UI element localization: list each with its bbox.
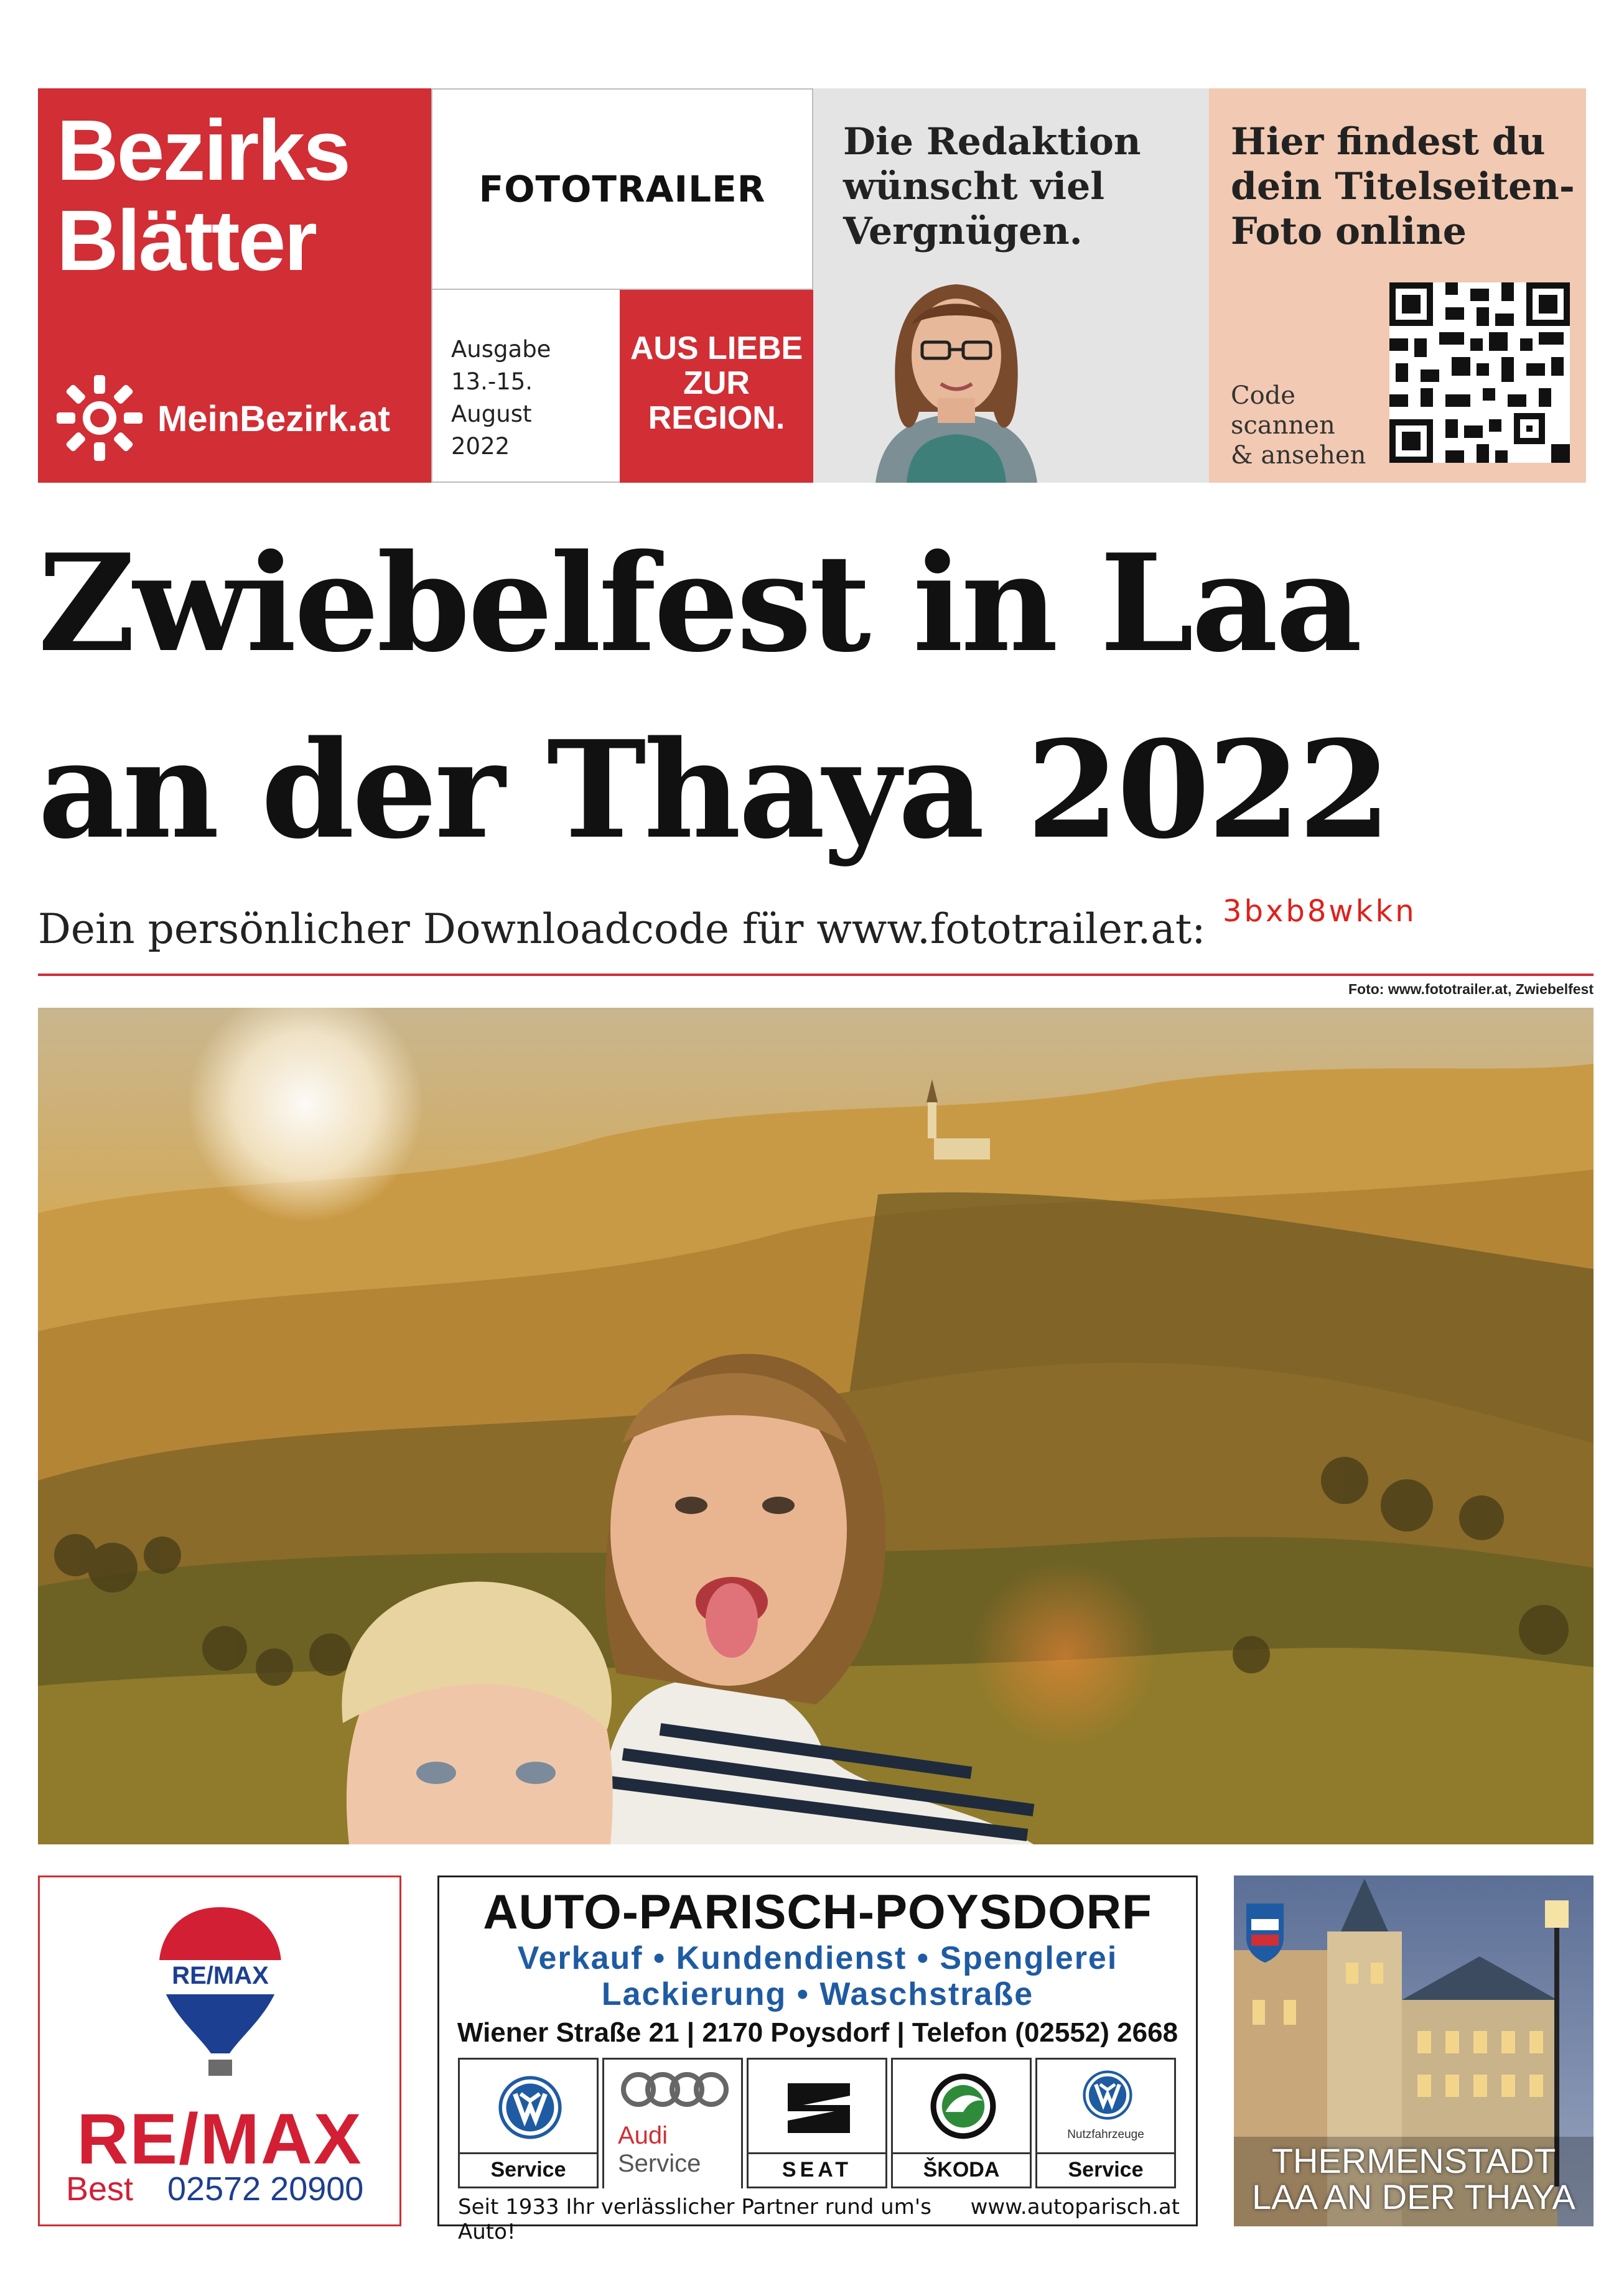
auto-footer — [458, 2195, 1180, 2244]
audi-rings-icon — [615, 2071, 734, 2108]
remax-balloon-text: RE/MAX — [172, 1962, 269, 1989]
brand-vw — [458, 2058, 599, 2188]
qr-line3: Foto online — [1231, 210, 1467, 253]
qr-heading — [1231, 119, 1579, 254]
editor-line1: Die Redaktion — [843, 120, 1141, 164]
brand-audi-logo: Audi — [618, 2122, 668, 2149]
cover-photo — [38, 1008, 1594, 1844]
brand-name-line1: Bezirks — [57, 103, 349, 198]
qr-scan-line3: & ansehen — [1231, 441, 1366, 470]
auto-footer-website[interactable]: www.autoparisch.at — [970, 2195, 1180, 2219]
auto-footer-tagline: Seit 1933 Ihr verlässlicher Partner rund um's Auto! — [458, 2195, 931, 2244]
editor-greeting — [843, 119, 1192, 254]
meinbezirk-logo-icon — [53, 371, 146, 465]
remax-phone[interactable]: 02572 20900 — [167, 2170, 364, 2208]
divider — [38, 974, 1594, 976]
auto-title: AUTO-PARISCH-POYSDORF — [483, 1884, 1152, 1939]
brand-vw-commercial — [1035, 2058, 1176, 2188]
qr-line2: dein Titelseiten- — [1231, 165, 1575, 208]
auto-services-line2: Lackierung • Waschstraße — [601, 1976, 1034, 2012]
brand-vw-caption: Service — [460, 2152, 597, 2187]
remax-ad[interactable] — [38, 1875, 401, 2226]
headline-line2: an der Thaya 2022 — [38, 711, 1389, 868]
qr-panel — [1209, 88, 1586, 483]
issue-year: 2022 — [451, 433, 510, 460]
brand-website: MeinBezirk.at — [157, 399, 390, 439]
remax-name: RE/MAX — [77, 2099, 363, 2179]
bezirksblaetter-brand-block — [38, 88, 431, 483]
auto-address: Wiener Straße 21 | 2170 Poysdorf | Telefon (02552) 2668 — [457, 2017, 1178, 2048]
issue-label: Ausgabe — [451, 336, 551, 363]
qr-scan-line2: scannen — [1231, 411, 1335, 440]
slogan-badge — [620, 290, 813, 483]
brand-seat-caption: SEAT — [749, 2152, 885, 2187]
qr-code-icon[interactable] — [1389, 282, 1570, 463]
issue-info — [431, 290, 620, 483]
headline-line1: Zwiebelfest in Laa — [38, 524, 1360, 682]
vw-commercial-logo-icon — [1081, 2068, 1134, 2122]
town-caption — [1234, 2143, 1594, 2215]
brand-audi — [602, 2058, 743, 2188]
brand-skoda-caption: ŠKODA — [893, 2152, 1030, 2187]
qr-instruction — [1231, 381, 1366, 470]
thermenstadt-ad[interactable] — [1234, 1875, 1594, 2226]
brand-seat — [747, 2058, 887, 2188]
qr-scan-line1: Code — [1231, 381, 1295, 410]
headline — [38, 510, 1594, 883]
issue-dates: 13.-15. August — [451, 368, 533, 427]
slogan-line2: ZUR — [683, 365, 750, 401]
skoda-logo-icon — [928, 2071, 999, 2142]
brand-name-line2: Blätter — [57, 193, 316, 289]
brand-audi-caption: Service — [618, 2150, 701, 2177]
editor-portrait — [838, 250, 1075, 483]
auto-services-line1: Verkauf • Kundendienst • Spenglerei — [517, 1940, 1118, 1976]
section-label: FOTOTRAILER — [478, 168, 766, 210]
town-caption-line2: LAA AN DER THAYA — [1252, 2177, 1575, 2216]
auto-parisch-ad[interactable] — [437, 1875, 1198, 2244]
vw-logo-icon — [496, 2073, 564, 2142]
remax-balloon-icon — [149, 1901, 292, 2081]
brand-vw-commercial-caption: Service — [1037, 2152, 1174, 2187]
photo-credit: Foto: www.fototrailer.at, Zwiebelfest — [1348, 981, 1594, 997]
editor-greeting-panel — [813, 88, 1209, 483]
brand-skoda — [891, 2058, 1032, 2188]
seat-logo-icon — [785, 2077, 853, 2139]
brand-vw-commercial-sub: Nutzfahrzeuge — [1067, 2128, 1144, 2141]
download-instruction: Dein persönlicher Downloadcode für www.fototrailer.at: — [38, 905, 1206, 953]
remax-office: Best — [66, 2170, 134, 2208]
editor-line2: wünscht viel — [843, 165, 1105, 208]
slogan-line1: AUS LIEBE — [630, 330, 803, 366]
qr-line1: Hier findest du — [1231, 120, 1546, 164]
town-caption-line1: THERMENSTADT — [1271, 2141, 1556, 2180]
section-label-cell — [431, 88, 813, 290]
download-code[interactable]: 3bxb8wkkn — [1223, 894, 1417, 929]
slogan-line3: REGION. — [648, 400, 785, 436]
editor-line3: Vergnügen. — [843, 210, 1083, 253]
